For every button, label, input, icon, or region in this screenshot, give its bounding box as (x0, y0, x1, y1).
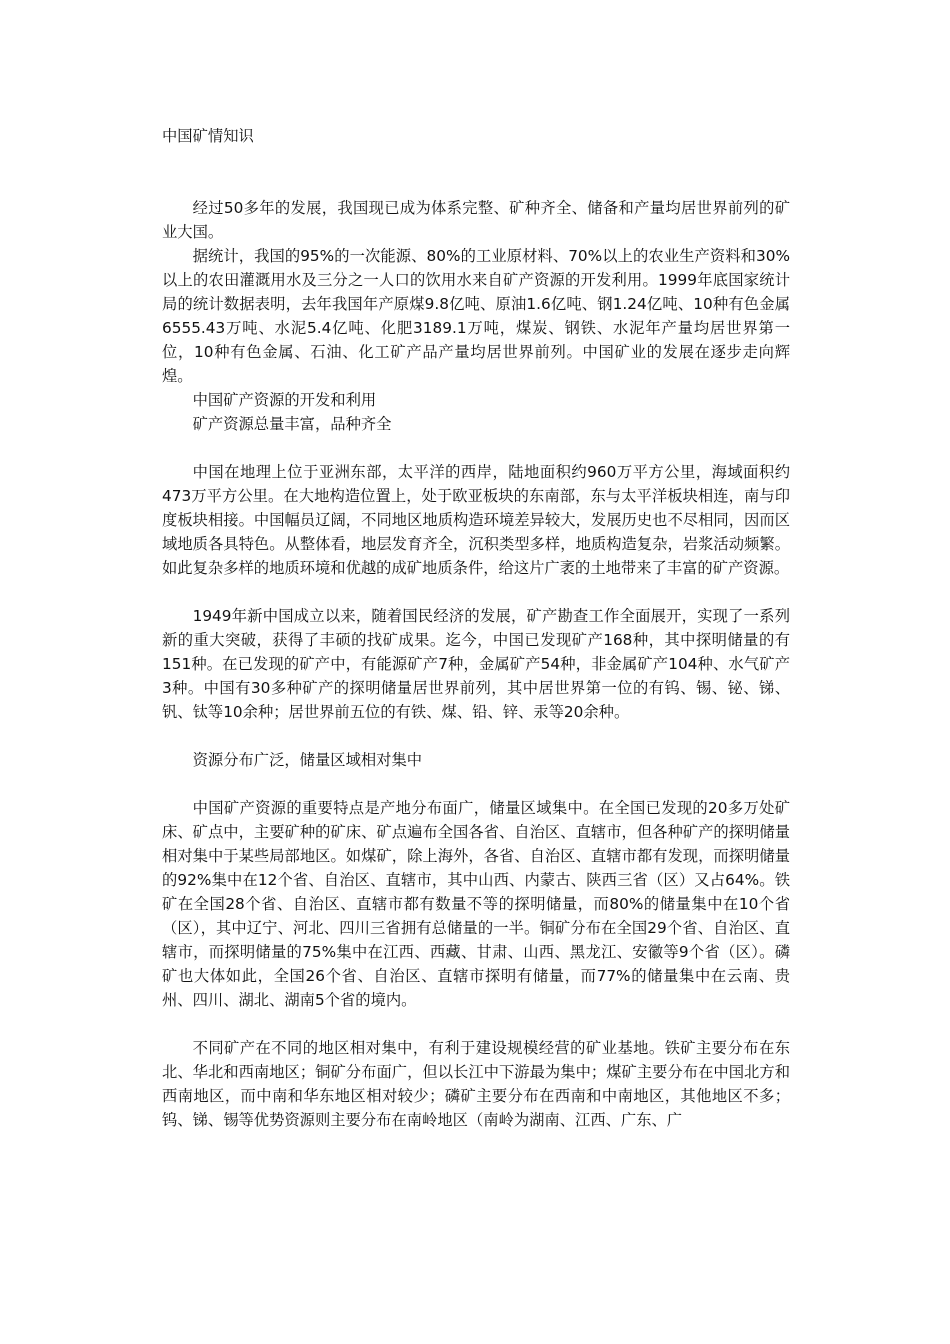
paragraph: 据统计，我国的95%的一次能源、80%的工业原材料、70%以上的农业生产资料和30%以上的农田灌溉用水及三分之一人口的饮用水来自矿产资源的开发利用。1999年底国家统计局的统计数据表明，去年我国年产原煤9.8亿吨、原油1.6亿吨、钢1.24亿吨、10种有色金属6555.43万吨、水泥5.4亿吨、化肥3189.1万吨，煤炭、钢铁、水泥年产量均居世界第一位，10种有色金属、石油、化工矿产品产量均居世界前列。中国矿业的发展在逐步走向辉煌。 (162, 247, 790, 385)
section-heading: 矿产资源总量丰富，品种齐全 (192, 415, 392, 433)
blank-line (162, 1012, 790, 1036)
paragraph: 不同矿产在不同的地区相对集中，有利于建设规模经营的矿业基地。铁矿主要分布在东北、华北和西南地区；铜矿分布面广，但以长江中下游最为集中；煤矿主要分布在中国北方和西南地区，而中南和华东地区相对较少；磷矿主要分布在西南和中南地区，其他地区不多；钨、锑、锡等优势资源则主要分布在南岭地区（南岭为湖南、江西、广东、广 (162, 1039, 790, 1129)
blank-line (162, 724, 790, 748)
document-blocks (162, 196, 790, 1132)
blank-line (162, 580, 790, 604)
document-body (162, 124, 790, 1132)
section-heading: 资源分布广泛，储量区域相对集中 (192, 751, 423, 769)
paragraph: 中国在地理上位于亚洲东部，太平洋的西岸，陆地面积约960万平方公里，海域面积约473万平方公里。在大地构造位置上，处于欧亚板块的东南部，东与太平洋板块相连，南与印度板块相接。中国幅员辽阔，不同地区地质构造环境差异较大，发展历史也不尽相同，因而区域地质各具特色。从整体看，地层发育齐全，沉积类型多样，地质构造复杂，岩浆活动频繁。如此复杂多样的地质环境和优越的成矿地质条件，给这片广袤的土地带来了丰富的矿产资源。 (162, 463, 790, 577)
blank-line (162, 436, 790, 460)
paragraph: 经过50多年的发展，我国现已成为体系完整、矿种齐全、储备和产量均居世界前列的矿业大国。 (162, 199, 790, 241)
paragraph: 1949年新中国成立以来，随着国民经济的发展，矿产勘查工作全面展开，实现了一系列新的重大突破，获得了丰硕的找矿成果。迄今，中国已发现矿产168种，其中探明储量的有151种。在已发现的矿产中，有能源矿产7种，金属矿产54种，非金属矿产104种、水气矿产3种。中国有30多种矿产的探明储量居世界前列，其中居世界第一位的有钨、锡、铋、锑、钒、钛等10余种；居世界前五位的有铁、煤、铅、锌、汞等20余种。 (162, 607, 790, 721)
paragraph: 中国矿产资源的重要特点是产地分布面广，储量区域集中。在全国已发现的20多万处矿床、矿点中，主要矿种的矿床、矿点遍布全国各省、自治区、直辖市，但各种矿产的探明储量相对集中于某些局部地区。如煤矿，除上海外，各省、自治区、直辖市都有发现，而探明储量的92%集中在12个省、自治区、直辖市，其中山西、内蒙古、陕西三省（区）又占64%。铁矿在全国28个省、自治区、直辖市都有数量不等的探明储量，而80%的储量集中在10个省（区），其中辽宁、河北、四川三省拥有总储量的一半。铜矿分布在全国29个省、自治区、直辖市，而探明储量的75%集中在江西、西藏、甘肃、山西、黑龙江、安徽等9个省（区）。磷矿也大体如此，全国26个省、自治区、直辖市探明有储量，而77%的储量集中在云南、贵州、四川、湖北、湖南5个省的境内。 (162, 799, 790, 1009)
document-title: 中国矿情知识 (162, 127, 254, 145)
section-heading: 中国矿产资源的开发和利用 (192, 391, 377, 409)
blank-line (162, 772, 790, 796)
